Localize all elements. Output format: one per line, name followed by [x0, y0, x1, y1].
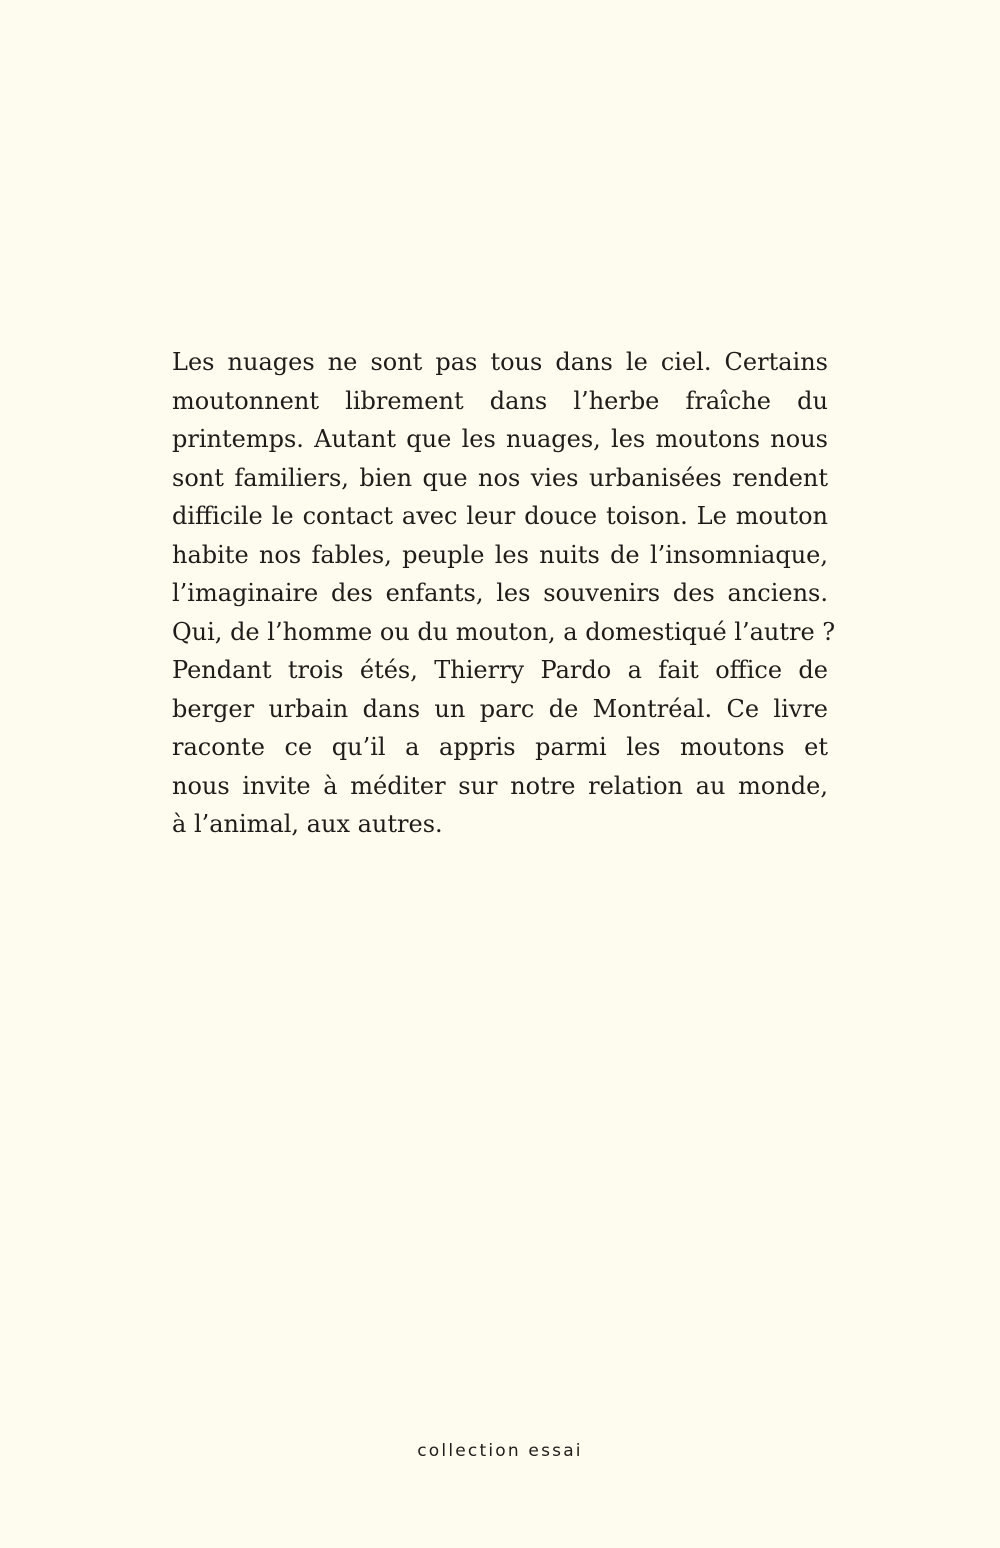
- blurb-line: habite nos fables, peuple les nuits de l’insomniaque,: [172, 540, 828, 569]
- blurb-line: sont familiers, bien que nos vies urbanisées rendent: [172, 463, 828, 492]
- blurb-line: Pendant trois étés, Thierry Pardo a fait office de: [172, 656, 828, 684]
- blurb-line: raconte ce qu’il a appris parmi les moutons et: [172, 733, 828, 761]
- blurb-line: à l’animal, aux autres.: [172, 810, 443, 838]
- blurb-line: Qui, de l’homme ou du mouton, a domestiqué l’autre ?: [172, 617, 836, 646]
- blurb-line: berger urbain dans un parc de Montréal. Ce livre: [172, 694, 828, 723]
- blurb-line: printemps. Autant que les nuages, les moutons nous: [172, 425, 828, 453]
- blurb-line: nous invite à méditer sur notre relation au monde,: [172, 771, 828, 800]
- blurb-line: Les nuages ne sont pas tous dans le ciel. Certains: [172, 348, 828, 376]
- blurb-line: difficile le contact avec leur douce toison. Le mouton: [172, 502, 828, 530]
- collection-label: collection essai: [417, 1441, 583, 1461]
- blurb-line: l’imaginaire des enfants, les souvenirs des anciens.: [172, 579, 828, 607]
- blurb-text: [172, 343, 836, 844]
- blurb-line: moutonnent librement dans l’herbe fraîche du: [172, 386, 828, 415]
